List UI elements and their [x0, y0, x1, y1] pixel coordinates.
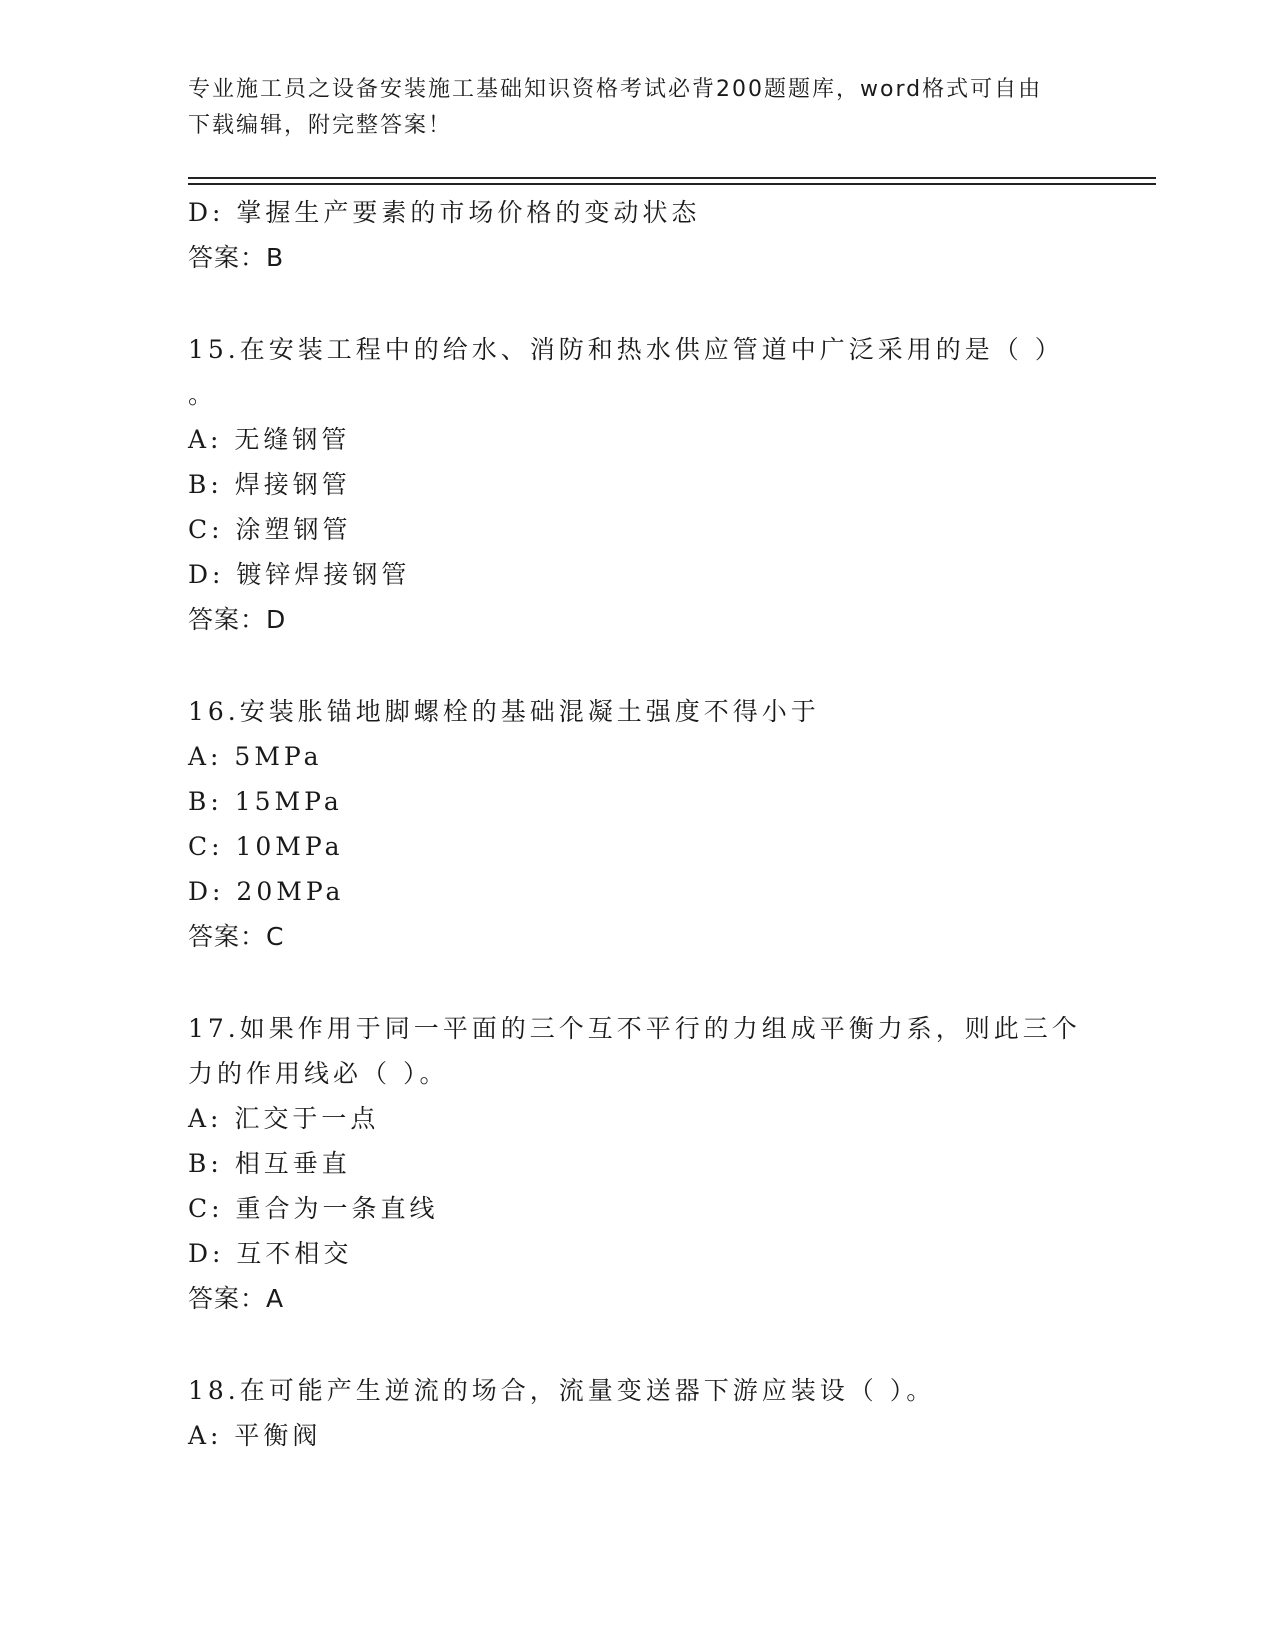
question-18	[188, 1368, 1088, 1458]
question-stem: 18.在可能产生逆流的场合，流量变送器下游应装设（ ）。	[188, 1376, 936, 1405]
question-stem: 17.如果作用于同一平面的三个互不平行的力组成平衡力系，则此三个	[188, 1014, 1081, 1043]
option-c: C: 涂塑钢管	[188, 515, 352, 544]
header-divider-bottom	[188, 183, 1156, 185]
option-c: C: 10MPa	[188, 832, 344, 861]
header-divider-top	[188, 177, 1156, 179]
option-c: C: 重合为一条直线	[188, 1194, 439, 1223]
question-15	[188, 327, 1088, 642]
header-line-1: 专业施工员之设备安装施工基础知识资格考试必背200题题库，word格式可自由	[188, 77, 1043, 102]
document-header	[188, 72, 1088, 144]
question-stem-continuation: 力的作用线必（ ）。	[188, 1059, 449, 1088]
prev-option-d: D: 掌握生产要素的市场价格的变动状态	[188, 198, 701, 227]
prev-answer: 答案：B	[188, 243, 285, 272]
question-16	[188, 689, 1088, 959]
option-a: A: 汇交于一点	[188, 1104, 380, 1133]
header-line-2: 下载编辑，附完整答案！	[188, 113, 453, 138]
question-stem: 16.安装胀锚地脚螺栓的基础混凝土强度不得小于	[188, 697, 820, 726]
spacer	[188, 642, 1088, 689]
option-b: B: 焊接钢管	[188, 470, 351, 499]
spacer	[188, 280, 1088, 327]
option-a: A: 无缝钢管	[188, 425, 351, 454]
question-stem: 15.在安装工程中的给水、消防和热水供应管道中广泛采用的是（ ）	[188, 335, 1064, 364]
option-b: B: 相互垂直	[188, 1149, 351, 1178]
option-d: D: 镀锌焊接钢管	[188, 560, 411, 589]
question-list	[188, 190, 1088, 1458]
answer: 答案：D	[188, 605, 287, 634]
answer: 答案：C	[188, 922, 285, 951]
answer: 答案：A	[188, 1284, 285, 1313]
spacer	[188, 1321, 1088, 1368]
option-a: A: 平衡阀	[188, 1421, 322, 1450]
option-a: A: 5MPa	[188, 742, 323, 771]
question-17	[188, 1006, 1088, 1321]
option-d: D: 互不相交	[188, 1239, 353, 1268]
option-d: D: 20MPa	[188, 877, 345, 906]
spacer	[188, 959, 1088, 1006]
option-b: B: 15MPa	[188, 787, 343, 816]
question-stem-continuation: 。	[188, 380, 214, 409]
